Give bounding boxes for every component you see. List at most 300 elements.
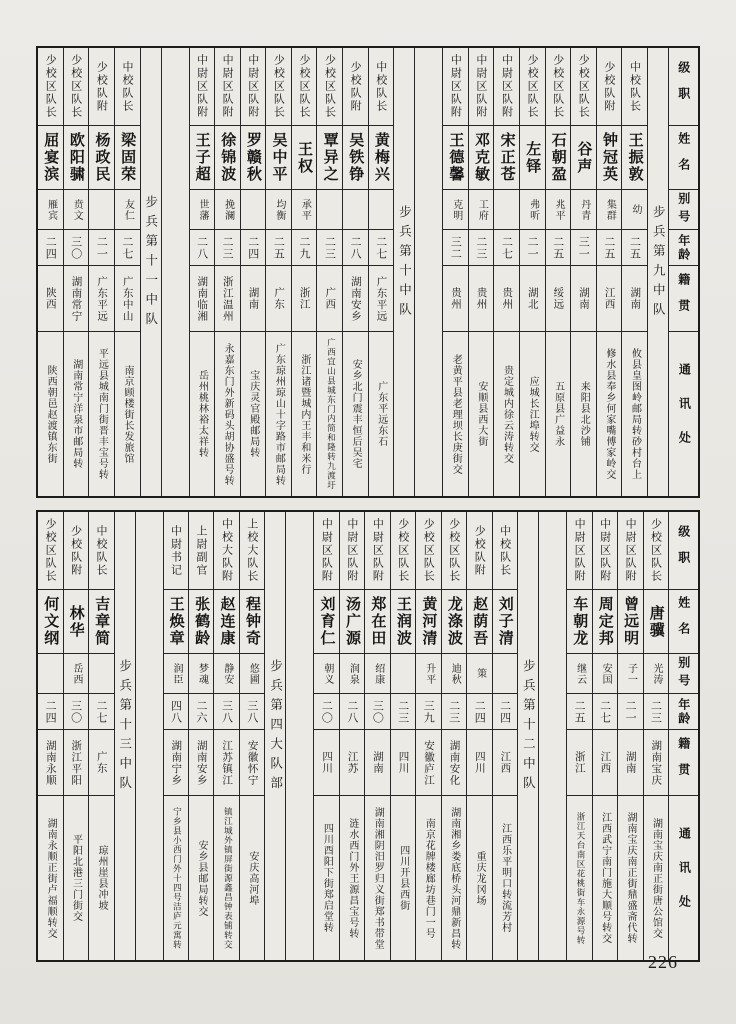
origin-cell: [314, 730, 338, 796]
alias-cell: [89, 190, 114, 230]
rank-text: 上校大队长: [245, 518, 259, 583]
header-alias: 别号: [669, 654, 698, 694]
age-text: 二四: [246, 235, 260, 260]
address-cell: [567, 796, 591, 960]
rank-text: 中尉区队附: [474, 54, 488, 119]
address-text: 永嘉东门外新码头胡协盛号转: [222, 342, 234, 486]
age-text: 三一: [577, 235, 591, 260]
rank-cell: [240, 512, 264, 590]
officer-column: [214, 48, 240, 496]
rank-cell: [520, 48, 545, 126]
alias-cell: [240, 654, 264, 694]
origin-cell: [644, 730, 668, 796]
rank-cell: [292, 48, 317, 126]
rank-text: 少校队附: [602, 60, 616, 113]
origin-text: 贵州: [501, 287, 514, 310]
age-text: 二一: [624, 699, 638, 724]
origin-text: 绥远: [552, 287, 565, 310]
name-cell: [89, 590, 113, 654]
address-cell: [493, 796, 517, 960]
age-cell: [520, 230, 545, 266]
officer-column: [38, 512, 62, 960]
spacer-column: [538, 512, 566, 960]
name-cell: [38, 590, 62, 654]
rank-cell: [317, 48, 342, 126]
alias-text: 均衡: [273, 198, 285, 221]
header-name: 姓名: [669, 590, 698, 654]
name-text: 张鹤龄: [193, 596, 212, 647]
rank-cell: [38, 48, 63, 126]
officer-column: [570, 48, 596, 496]
age-text: 二五: [602, 235, 616, 260]
address-cell: [190, 332, 215, 496]
officer-table-upper: [36, 46, 700, 498]
origin-text: 浙江: [573, 751, 586, 774]
alias-cell: [64, 654, 88, 694]
officer-column: [342, 48, 368, 496]
address-text: 应城长江埠转交: [527, 375, 539, 453]
officer-column: [189, 48, 215, 496]
rank-cell: [64, 512, 88, 590]
name-text: 林华: [67, 604, 86, 639]
age-cell: [89, 230, 114, 266]
rank-text: 中校大队附: [220, 518, 234, 583]
rank-cell: [314, 512, 338, 590]
address-cell: [469, 332, 494, 496]
rank-cell: [391, 512, 415, 590]
address-cell: [314, 796, 338, 960]
rank-cell: [164, 512, 188, 590]
origin-text: 湖南宝庆: [650, 739, 663, 786]
address-cell: [571, 332, 596, 496]
origin-cell: [164, 730, 188, 796]
rank-text: 中尉区队附: [195, 54, 209, 119]
rank-text: 少校队附: [69, 524, 83, 577]
alias-cell: [314, 654, 338, 694]
alias-cell: [546, 190, 571, 230]
age-cell: [215, 230, 240, 266]
rank-text: 少校队附: [349, 60, 363, 113]
rank-cell: [494, 48, 519, 126]
rank-cell: [64, 48, 89, 126]
age-text: 二三: [323, 235, 337, 260]
company-label: 步兵第九中队: [651, 204, 667, 322]
alias-text: 弗听: [527, 198, 539, 221]
alias-cell: [593, 654, 617, 694]
alias-cell: [442, 654, 466, 694]
age-cell: [467, 694, 491, 730]
address-cell: [317, 332, 342, 496]
company-label-column: [114, 512, 135, 960]
rank-cell: [546, 48, 571, 126]
officer-column: [316, 48, 342, 496]
rank-text: 少校区队长: [422, 518, 436, 583]
origin-cell: [317, 266, 342, 332]
name-cell: [622, 126, 647, 190]
address-text: 涟水西门外王源昌宝号转: [346, 817, 358, 939]
rank-cell: [115, 48, 140, 126]
origin-cell: [567, 730, 591, 796]
rank-cell: [241, 48, 266, 126]
age-cell: [443, 230, 468, 266]
officer-column: [466, 512, 491, 960]
address-text: 湖南湘阴汨罗归义街郑书带堂: [372, 806, 384, 950]
address-cell: [214, 796, 238, 960]
address-text: 四川开县西街: [397, 845, 409, 911]
header-origin: 籍贯: [669, 730, 698, 796]
origin-cell: [391, 730, 415, 796]
header-rank: 级职: [669, 512, 698, 590]
rank-text: 中尉书记: [169, 524, 183, 577]
origin-text: 广东: [95, 751, 108, 774]
address-cell: [64, 332, 89, 496]
name-cell: [618, 590, 642, 654]
address-cell: [89, 796, 113, 960]
header-age: 年龄: [669, 694, 698, 730]
age-cell: [369, 230, 394, 266]
origin-text: 安徽怀宁: [246, 739, 259, 786]
officer-column: [492, 512, 517, 960]
origin-text: 湖南: [372, 751, 385, 774]
rank-text: 少校区队长: [649, 518, 663, 583]
name-cell: [314, 590, 338, 654]
name-text: 刘育仁: [318, 596, 337, 647]
age-cell: [365, 694, 389, 730]
company-label-column: [140, 48, 161, 496]
name-cell: [215, 126, 240, 190]
age-cell: [115, 230, 140, 266]
address-text: 浙江天台南区花桃街车永源号转: [575, 811, 586, 945]
address-text: 平阳北港三门街交: [70, 834, 82, 922]
alias-text: 工府: [476, 198, 488, 221]
age-text: 二八: [195, 235, 209, 260]
rank-text: 中校队长: [95, 524, 109, 577]
rank-text: 中校队长: [120, 60, 134, 113]
age-cell: [89, 694, 113, 730]
origin-text: 浙江: [298, 287, 311, 310]
name-cell: [469, 126, 494, 190]
origin-text: 湖南: [247, 287, 260, 310]
alias-text: 雁宾: [45, 198, 57, 221]
name-text: 宋正苍: [498, 132, 517, 183]
alias-text: 梦魂: [196, 662, 208, 685]
alias-cell: [469, 190, 494, 230]
origin-cell: [64, 266, 89, 332]
rank-cell: [89, 48, 114, 126]
officer-column: [442, 48, 468, 496]
rank-cell: [369, 48, 394, 126]
alias-text: 挽澜: [222, 198, 234, 221]
origin-text: 广东平远: [96, 275, 109, 322]
age-cell: [340, 694, 364, 730]
address-text: 安顺县西大街: [475, 381, 487, 447]
age-text: 二四: [498, 699, 512, 724]
origin-text: 湖南宁乡: [170, 739, 183, 786]
name-cell: [416, 590, 440, 654]
origin-cell: [38, 266, 63, 332]
name-cell: [494, 126, 519, 190]
rank-text: 上尉副官: [194, 524, 208, 577]
origin-text: 江苏镇江: [221, 739, 234, 786]
address-cell: [416, 796, 440, 960]
header-address: 通讯处: [677, 363, 692, 465]
rank-text: 中尉区队附: [449, 54, 463, 119]
name-text: 杨政民: [93, 132, 112, 183]
name-text: 邓克敏: [473, 132, 492, 183]
age-text: 二六: [194, 699, 208, 724]
rank-cell: [467, 512, 491, 590]
alias-text: 安国: [600, 662, 612, 685]
origin-cell: [64, 730, 88, 796]
name-text: 唐骥: [647, 604, 666, 639]
rank-cell: [571, 48, 596, 126]
address-cell: [215, 332, 240, 496]
age-text: 二四: [44, 235, 58, 260]
age-cell: [546, 230, 571, 266]
address-text: 岳州桃林裕太祥转: [196, 370, 208, 458]
address-cell: [546, 332, 571, 496]
address-cell: [443, 332, 468, 496]
alias-text: 岳西: [71, 662, 83, 685]
origin-text: 广东中山: [121, 275, 134, 322]
address-text: 攸县皇图岭邮局转砂村台上: [629, 348, 641, 480]
rank-cell: [593, 512, 617, 590]
origin-text: 陕西: [44, 287, 57, 310]
officer-column: [643, 512, 668, 960]
age-text: 三〇: [69, 699, 83, 724]
address-text: 贵定城内徐云涛转交: [501, 364, 513, 464]
age-text: 二一: [95, 235, 109, 260]
origin-cell: [115, 266, 140, 332]
origin-text: 贵州: [450, 287, 463, 310]
age-cell: [571, 230, 596, 266]
officer-column: [592, 512, 617, 960]
age-cell: [644, 694, 668, 730]
age-cell: [64, 230, 89, 266]
name-cell: [266, 126, 291, 190]
alias-text: 悠圃: [247, 662, 259, 685]
officer-column: [493, 48, 519, 496]
origin-cell: [593, 730, 617, 796]
age-cell: [38, 694, 62, 730]
address-text: 平远县城南门街晋丰宝号转: [96, 348, 108, 480]
rank-text: 少校区队长: [551, 54, 565, 119]
rank-text: 中尉区队附: [221, 54, 235, 119]
age-cell: [622, 230, 647, 266]
officer-column: [368, 48, 394, 496]
alias-cell: [467, 654, 491, 694]
rank-cell: [493, 512, 517, 590]
origin-cell: [622, 266, 647, 332]
alias-text: 润泉: [347, 662, 359, 685]
origin-text: 广东平远: [375, 275, 388, 322]
rank-cell: [443, 48, 468, 126]
alias-text: 世藩: [197, 198, 209, 221]
origin-cell: [369, 266, 394, 332]
spacer-column: [161, 48, 189, 496]
age-text: 三〇: [371, 699, 385, 724]
age-text: 三〇: [69, 235, 83, 260]
alias-cell: [622, 190, 647, 230]
company-label-column: [517, 512, 538, 960]
age-text: 二八: [349, 235, 363, 260]
page-number: 226: [648, 952, 678, 972]
name-text: 程钟奇: [244, 596, 263, 647]
origin-text: 广东: [273, 287, 286, 310]
alias-text: 迪秋: [449, 662, 461, 685]
rank-text: 少校队附: [473, 524, 487, 577]
rank-text: 中尉区队附: [598, 518, 612, 583]
origin-cell: [365, 730, 389, 796]
address-cell: [597, 332, 622, 496]
age-text: 二七: [95, 699, 109, 724]
age-cell: [314, 694, 338, 730]
officer-column: [38, 48, 63, 496]
name-text: 王润波: [394, 596, 413, 647]
address-text: 安庆高河埠: [246, 850, 258, 906]
rank-text: 少校区队长: [272, 54, 286, 119]
alias-cell: [343, 190, 368, 230]
origin-cell: [89, 266, 114, 332]
address-text: 湖南常宁洋泉市邮局转: [70, 359, 82, 469]
table-header-column: [668, 512, 698, 960]
address-cell: [391, 796, 415, 960]
rank-text: 少校区队长: [44, 518, 58, 583]
name-text: 周定邦: [596, 596, 615, 647]
age-text: 二三: [396, 699, 410, 724]
address-text: 修水县奉乡何家嘴傅家岭交: [603, 348, 615, 480]
alias-cell: [597, 190, 622, 230]
origin-text: 湖南永顺: [44, 739, 57, 786]
rank-cell: [365, 512, 389, 590]
name-text: 赵连康: [218, 596, 237, 647]
rank-text: 少校区队长: [396, 518, 410, 583]
alias-cell: [365, 654, 389, 694]
name-text: 石朝盈: [549, 132, 568, 183]
alias-text: 承平: [299, 198, 311, 221]
age-text: 二〇: [320, 699, 334, 724]
address-text: 四川酉阳下街郑启堂转: [321, 823, 333, 933]
age-text: 二三: [649, 699, 663, 724]
rank-text: 中尉区队附: [500, 54, 514, 119]
rank-text: 中尉区队附: [624, 518, 638, 583]
age-text: 二五: [551, 235, 565, 260]
name-text: 黄河清: [420, 596, 439, 647]
rank-text: 中校队长: [628, 60, 642, 113]
name-text: 覃异之: [321, 132, 340, 183]
origin-cell: [190, 266, 215, 332]
age-cell: [317, 230, 342, 266]
header-age: 年龄: [669, 230, 698, 266]
origin-cell: [266, 266, 291, 332]
officer-column: [441, 512, 466, 960]
address-cell: [442, 796, 466, 960]
origin-cell: [241, 266, 266, 332]
age-text: 二九: [297, 235, 311, 260]
officer-column: [596, 48, 622, 496]
age-cell: [190, 230, 215, 266]
alias-cell: [443, 190, 468, 230]
rank-cell: [644, 512, 668, 590]
name-text: 王焕章: [167, 596, 186, 647]
name-text: 谷声: [575, 140, 594, 175]
officer-column: [88, 48, 114, 496]
age-cell: [493, 694, 517, 730]
origin-text: 湖北: [526, 287, 539, 310]
age-cell: [343, 230, 368, 266]
address-text: 安乡北门震丰恒后吴宅: [350, 359, 362, 469]
rank-cell: [38, 512, 62, 590]
rank-text: 中尉区队附: [371, 518, 385, 583]
address-text: 湖南湘乡娄底桥头河鼎新昌转: [448, 806, 460, 950]
rank-text: 少校队附: [95, 60, 109, 113]
age-text: 二一: [526, 235, 540, 260]
address-cell: [494, 332, 519, 496]
rank-text: 少校区队长: [297, 54, 311, 119]
rank-text: 中校队长: [498, 524, 512, 577]
name-text: 曾远明: [622, 596, 641, 647]
name-text: 左铎: [524, 140, 543, 175]
address-text: 浙江诸暨城内王丰和米行: [298, 353, 310, 475]
name-cell: [64, 590, 88, 654]
origin-text: 湖南: [578, 287, 591, 310]
officer-column: [239, 512, 264, 960]
age-text: 三八: [245, 699, 259, 724]
origin-cell: [469, 266, 494, 332]
address-text: 湖南永顺正街卢福顺转交: [45, 817, 57, 939]
rank-text: 中校队长: [374, 60, 388, 113]
officer-column: [390, 512, 415, 960]
address-cell: [38, 332, 63, 496]
officer-column: [364, 512, 389, 960]
origin-text: 安徽庐江: [422, 739, 435, 786]
rank-text: 中尉区队附: [320, 518, 334, 583]
name-cell: [64, 126, 89, 190]
header-origin: 籍贯: [669, 266, 698, 332]
origin-cell: [494, 266, 519, 332]
age-cell: [567, 694, 591, 730]
alias-text: 集群: [604, 198, 616, 221]
rank-cell: [215, 48, 240, 126]
age-text: 二七: [598, 699, 612, 724]
alias-cell: [644, 654, 668, 694]
alias-cell: [369, 190, 394, 230]
company-label: 步兵第十三中队: [117, 658, 133, 796]
origin-cell: [467, 730, 491, 796]
address-cell: [64, 796, 88, 960]
age-text: 二七: [374, 235, 388, 260]
origin-text: 四川: [321, 751, 334, 774]
name-cell: [391, 590, 415, 654]
address-text: 江西乐平明口转流芳村: [499, 823, 511, 933]
rank-cell: [266, 48, 291, 126]
address-text: 来阳县北沙铺: [578, 381, 590, 447]
alias-text: 兆平: [553, 198, 565, 221]
age-cell: [597, 230, 622, 266]
spacer-column: [285, 512, 313, 960]
name-cell: [164, 590, 188, 654]
alias-cell: [571, 190, 596, 230]
origin-cell: [443, 266, 468, 332]
company-label: 步兵第十二中队: [521, 658, 537, 796]
address-cell: [266, 332, 291, 496]
name-cell: [442, 590, 466, 654]
address-cell: [241, 332, 266, 496]
age-text: 四八: [169, 699, 183, 724]
name-cell: [593, 590, 617, 654]
origin-cell: [416, 730, 440, 796]
name-cell: [292, 126, 317, 190]
